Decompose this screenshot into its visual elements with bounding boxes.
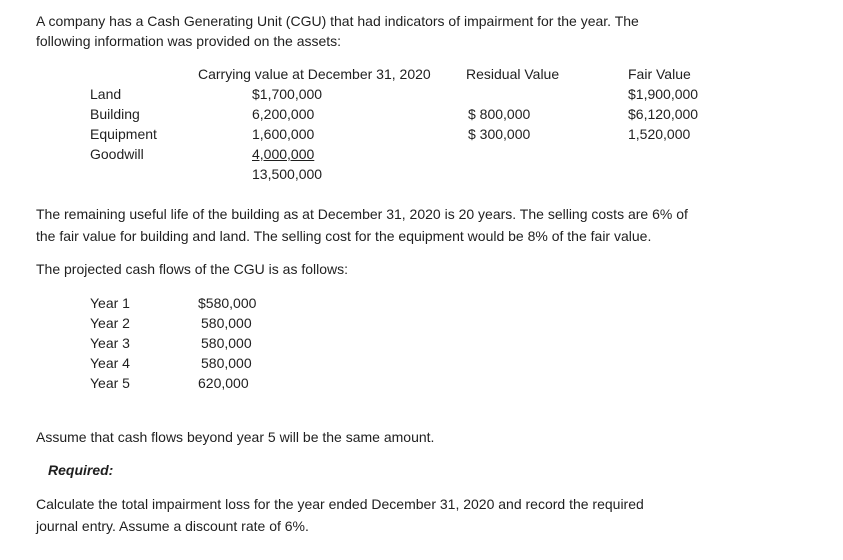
fair-equipment: 1,520,000 (628, 126, 691, 142)
carrying-building: 6,200,000 (252, 106, 315, 122)
header-fair-value: Fair Value (628, 66, 691, 82)
intro-line-1: A company has a Cash Generating Unit (CGU) that had indicators of impairment for the year. The (36, 13, 639, 29)
asset-name-building: Building (90, 106, 140, 122)
remaining-line-1: The remaining useful life of the building as at December 31, 2020 is 20 years. The selling costs are 6% of (36, 206, 688, 222)
asset-name-goodwill: Goodwill (90, 146, 144, 162)
cashflow-amount-5: 620,000 (198, 375, 249, 391)
cashflow-year-5: Year 5 (90, 375, 130, 391)
cashflow-year-3: Year 3 (90, 335, 130, 351)
cashflow-year-2: Year 2 (90, 315, 130, 331)
cashflow-amount-2: 580,000 (201, 315, 252, 331)
fair-land: $1,900,000 (628, 86, 699, 102)
cashflow-year-4: Year 4 (90, 355, 130, 371)
cashflow-amount-1: $580,000 (198, 295, 257, 311)
carrying-total: 13,500,000 (252, 166, 323, 182)
carrying-equipment: 1,600,000 (252, 126, 315, 142)
assumption-text: Assume that cash flows beyond year 5 will be the same amount. (36, 429, 435, 445)
intro-line-2: following information was provided on the assets: (36, 33, 342, 49)
task-line-1: Calculate the total impairment loss for the year ended December 31, 2020 and record the required (36, 496, 644, 512)
residual-equipment: $ 300,000 (468, 126, 531, 142)
cashflow-year-1: Year 1 (90, 295, 130, 311)
header-residual-value: Residual Value (466, 66, 560, 82)
residual-building: $ 800,000 (468, 106, 531, 122)
task-line-2: journal entry. Assume a discount rate of 6%. (36, 518, 309, 534)
carrying-land: $1,700,000 (252, 86, 323, 102)
cashflow-amount-4: 580,000 (201, 355, 252, 371)
fair-building: $6,120,000 (628, 106, 699, 122)
header-carrying-value: Carrying value at December 31, 2020 (198, 66, 431, 82)
carrying-goodwill: 4,000,000 (252, 146, 315, 162)
projected-intro: The projected cash flows of the CGU is as follows: (36, 261, 349, 277)
asset-name-equipment: Equipment (90, 126, 157, 142)
cashflow-amount-3: 580,000 (201, 335, 252, 351)
required-label: Required: (48, 462, 114, 478)
remaining-line-2: the fair value for building and land. The selling cost for the equipment would be 8% of the fair value. (36, 228, 652, 244)
asset-name-land: Land (90, 86, 122, 102)
